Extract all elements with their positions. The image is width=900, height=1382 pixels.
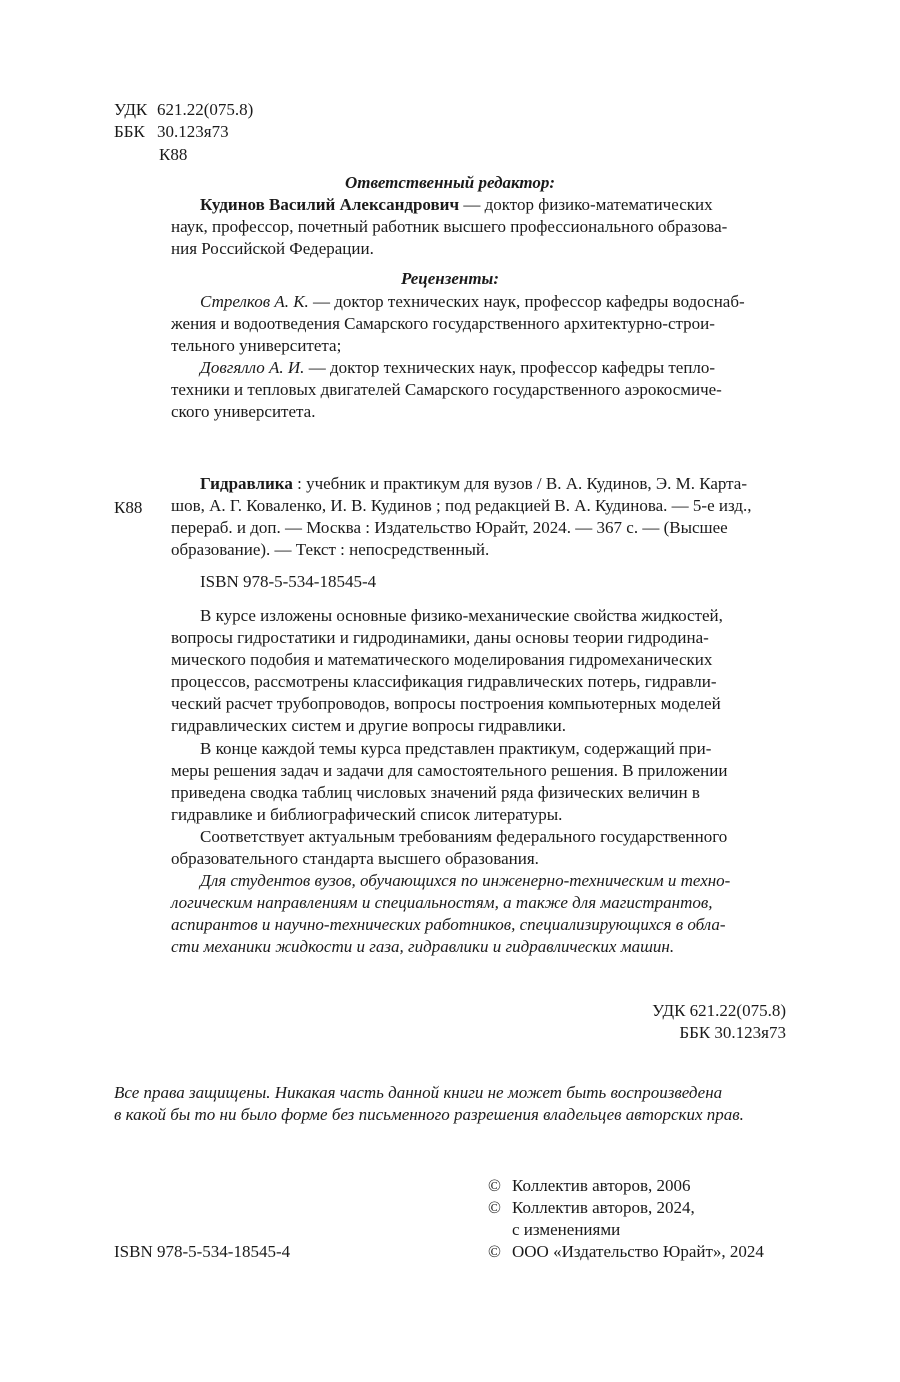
- editor-name: Кудинов Василий Александрович: [200, 195, 460, 214]
- editor-line1-rest: — доктор физико-математических: [459, 195, 713, 214]
- bbk-label: ББК: [114, 122, 145, 141]
- author-mark: К88: [159, 145, 188, 164]
- abstract-p2-line-4: гидравлике и библиографический список литературы.: [171, 805, 563, 824]
- bib-mark: К88: [114, 498, 143, 517]
- abstract-p1-line-3: мического подобия и математического моделирования гидромеханических: [171, 650, 713, 669]
- abstract-p2-line-1: В конце каждой темы курса представлен практикум, содержащий при-: [200, 739, 712, 758]
- rights-line-2: в какой бы то ни было форме без письменного разрешения владельцев авторских прав.: [114, 1105, 744, 1124]
- reviewer-1-line1-rest: — доктор технических наук, профессор кафедры водоснаб-: [308, 292, 745, 311]
- classification-udk: УДК 621.22(075.8): [652, 1001, 786, 1020]
- abstract-p1-line-5: ческий расчет трубопроводов, вопросы построения компьютерных моделей: [171, 694, 721, 713]
- copyright-symbol: ©: [488, 1176, 501, 1195]
- reviewer-2-name: Довгялло А. И.: [200, 358, 305, 377]
- classification-bbk: ББК 30.123я73: [679, 1023, 786, 1042]
- abstract-p4-line-2: логическим направлениям и специальностям, а также для магистрантов,: [171, 893, 713, 912]
- reviewer-1-name: Стрелков А. К.: [200, 292, 309, 311]
- bbk-value: 30.123я73: [157, 122, 229, 141]
- abstract-p2-line-3: приведена сводка таблиц числовых значений ряда физических величин в: [171, 783, 700, 802]
- abstract-p4-line-4: сти механики жидкости и газа, гидравлики и гидравлических машин.: [171, 937, 675, 956]
- bib-line-1: [200, 473, 747, 495]
- bib-isbn: ISBN 978-5-534-18545-4: [200, 572, 377, 591]
- copyright-2-line-1: Коллектив авторов, 2024,: [512, 1198, 695, 1217]
- reviewer-1-line-2: жения и водоотведения Самарского государственного архитектурно-строи-: [171, 314, 715, 333]
- reviewer-2-line-2: техники и тепловых двигателей Самарского государственного аэрокосмиче-: [171, 380, 722, 399]
- copyright-2-line-2: с изменениями: [512, 1220, 621, 1239]
- reviewer-2-line-1: [200, 357, 715, 379]
- bib-line-4: образование). — Текст : непосредственный.: [171, 540, 490, 559]
- copyright-symbol: ©: [488, 1198, 501, 1217]
- abstract-p1-line-6: гидравлических систем и другие вопросы гидравлики.: [171, 716, 567, 735]
- abstract-p3-line-2: образовательного стандарта высшего образования.: [171, 849, 539, 868]
- copyright-1: Коллектив авторов, 2006: [512, 1176, 691, 1195]
- bib-line-3: перераб. и доп. — Москва : Издательство Юрайт, 2024. — 367 с. — (Высшее: [171, 518, 728, 537]
- abstract-p1-line-2: вопросы гидростатики и гидродинамики, даны основы теории гидродина-: [171, 628, 709, 647]
- copyright-symbol: ©: [488, 1242, 501, 1261]
- reviewer-1-line-1: [200, 291, 745, 313]
- abstract-p1-line-1: В курсе изложены основные физико-механические свойства жидкостей,: [200, 606, 723, 625]
- udk-label: УДК: [114, 100, 148, 119]
- bib-line-2: шов, А. Г. Коваленко, И. В. Кудинов ; под редакцией В. А. Кудинова. — 5-е изд.,: [171, 496, 752, 515]
- abstract-p3-line-1: Соответствует актуальным требованиям федерального государственного: [200, 827, 728, 846]
- editor-line-1: [200, 194, 713, 216]
- bib-line1-rest: : учебник и практикум для вузов / В. А. Кудинов, Э. М. Карта-: [292, 474, 747, 493]
- abstract-p4-line-1: Для студентов вузов, обучающихся по инженерно-техническим и техно-: [200, 871, 731, 890]
- abstract-p1-line-4: процессов, рассмотрены классификация гидравлических потерь, гидравли-: [171, 672, 717, 691]
- editor-line-2: наук, профессор, почетный работник высшего профессионального образова-: [171, 217, 728, 236]
- abstract-p4-line-3: аспирантов и научно-технических работников, специализирующихся в обла-: [171, 915, 726, 934]
- reviewer-2-line1-rest: — доктор технических наук, профессор кафедры тепло-: [304, 358, 716, 377]
- rights-line-1: Все права защищены. Никакая часть данной книги не может быть воспроизведена: [114, 1083, 723, 1102]
- reviewer-2-line-3: ского университета.: [171, 402, 316, 421]
- isbn-footer: ISBN 978-5-534-18545-4: [114, 1242, 291, 1261]
- reviewers-heading: Рецензенты:: [400, 269, 500, 288]
- bib-title: Гидравлика: [200, 474, 293, 493]
- udk-value: 621.22(075.8): [157, 100, 254, 119]
- abstract-p2-line-2: меры решения задач и задачи для самостоятельного решения. В приложении: [171, 761, 728, 780]
- reviewer-1-line-3: тельного университета;: [171, 336, 342, 355]
- editor-line-3: ния Российской Федерации.: [171, 239, 374, 258]
- copyright-3: ООО «Издательство Юрайт», 2024: [512, 1242, 764, 1261]
- editor-heading: Ответственный редактор:: [344, 173, 556, 192]
